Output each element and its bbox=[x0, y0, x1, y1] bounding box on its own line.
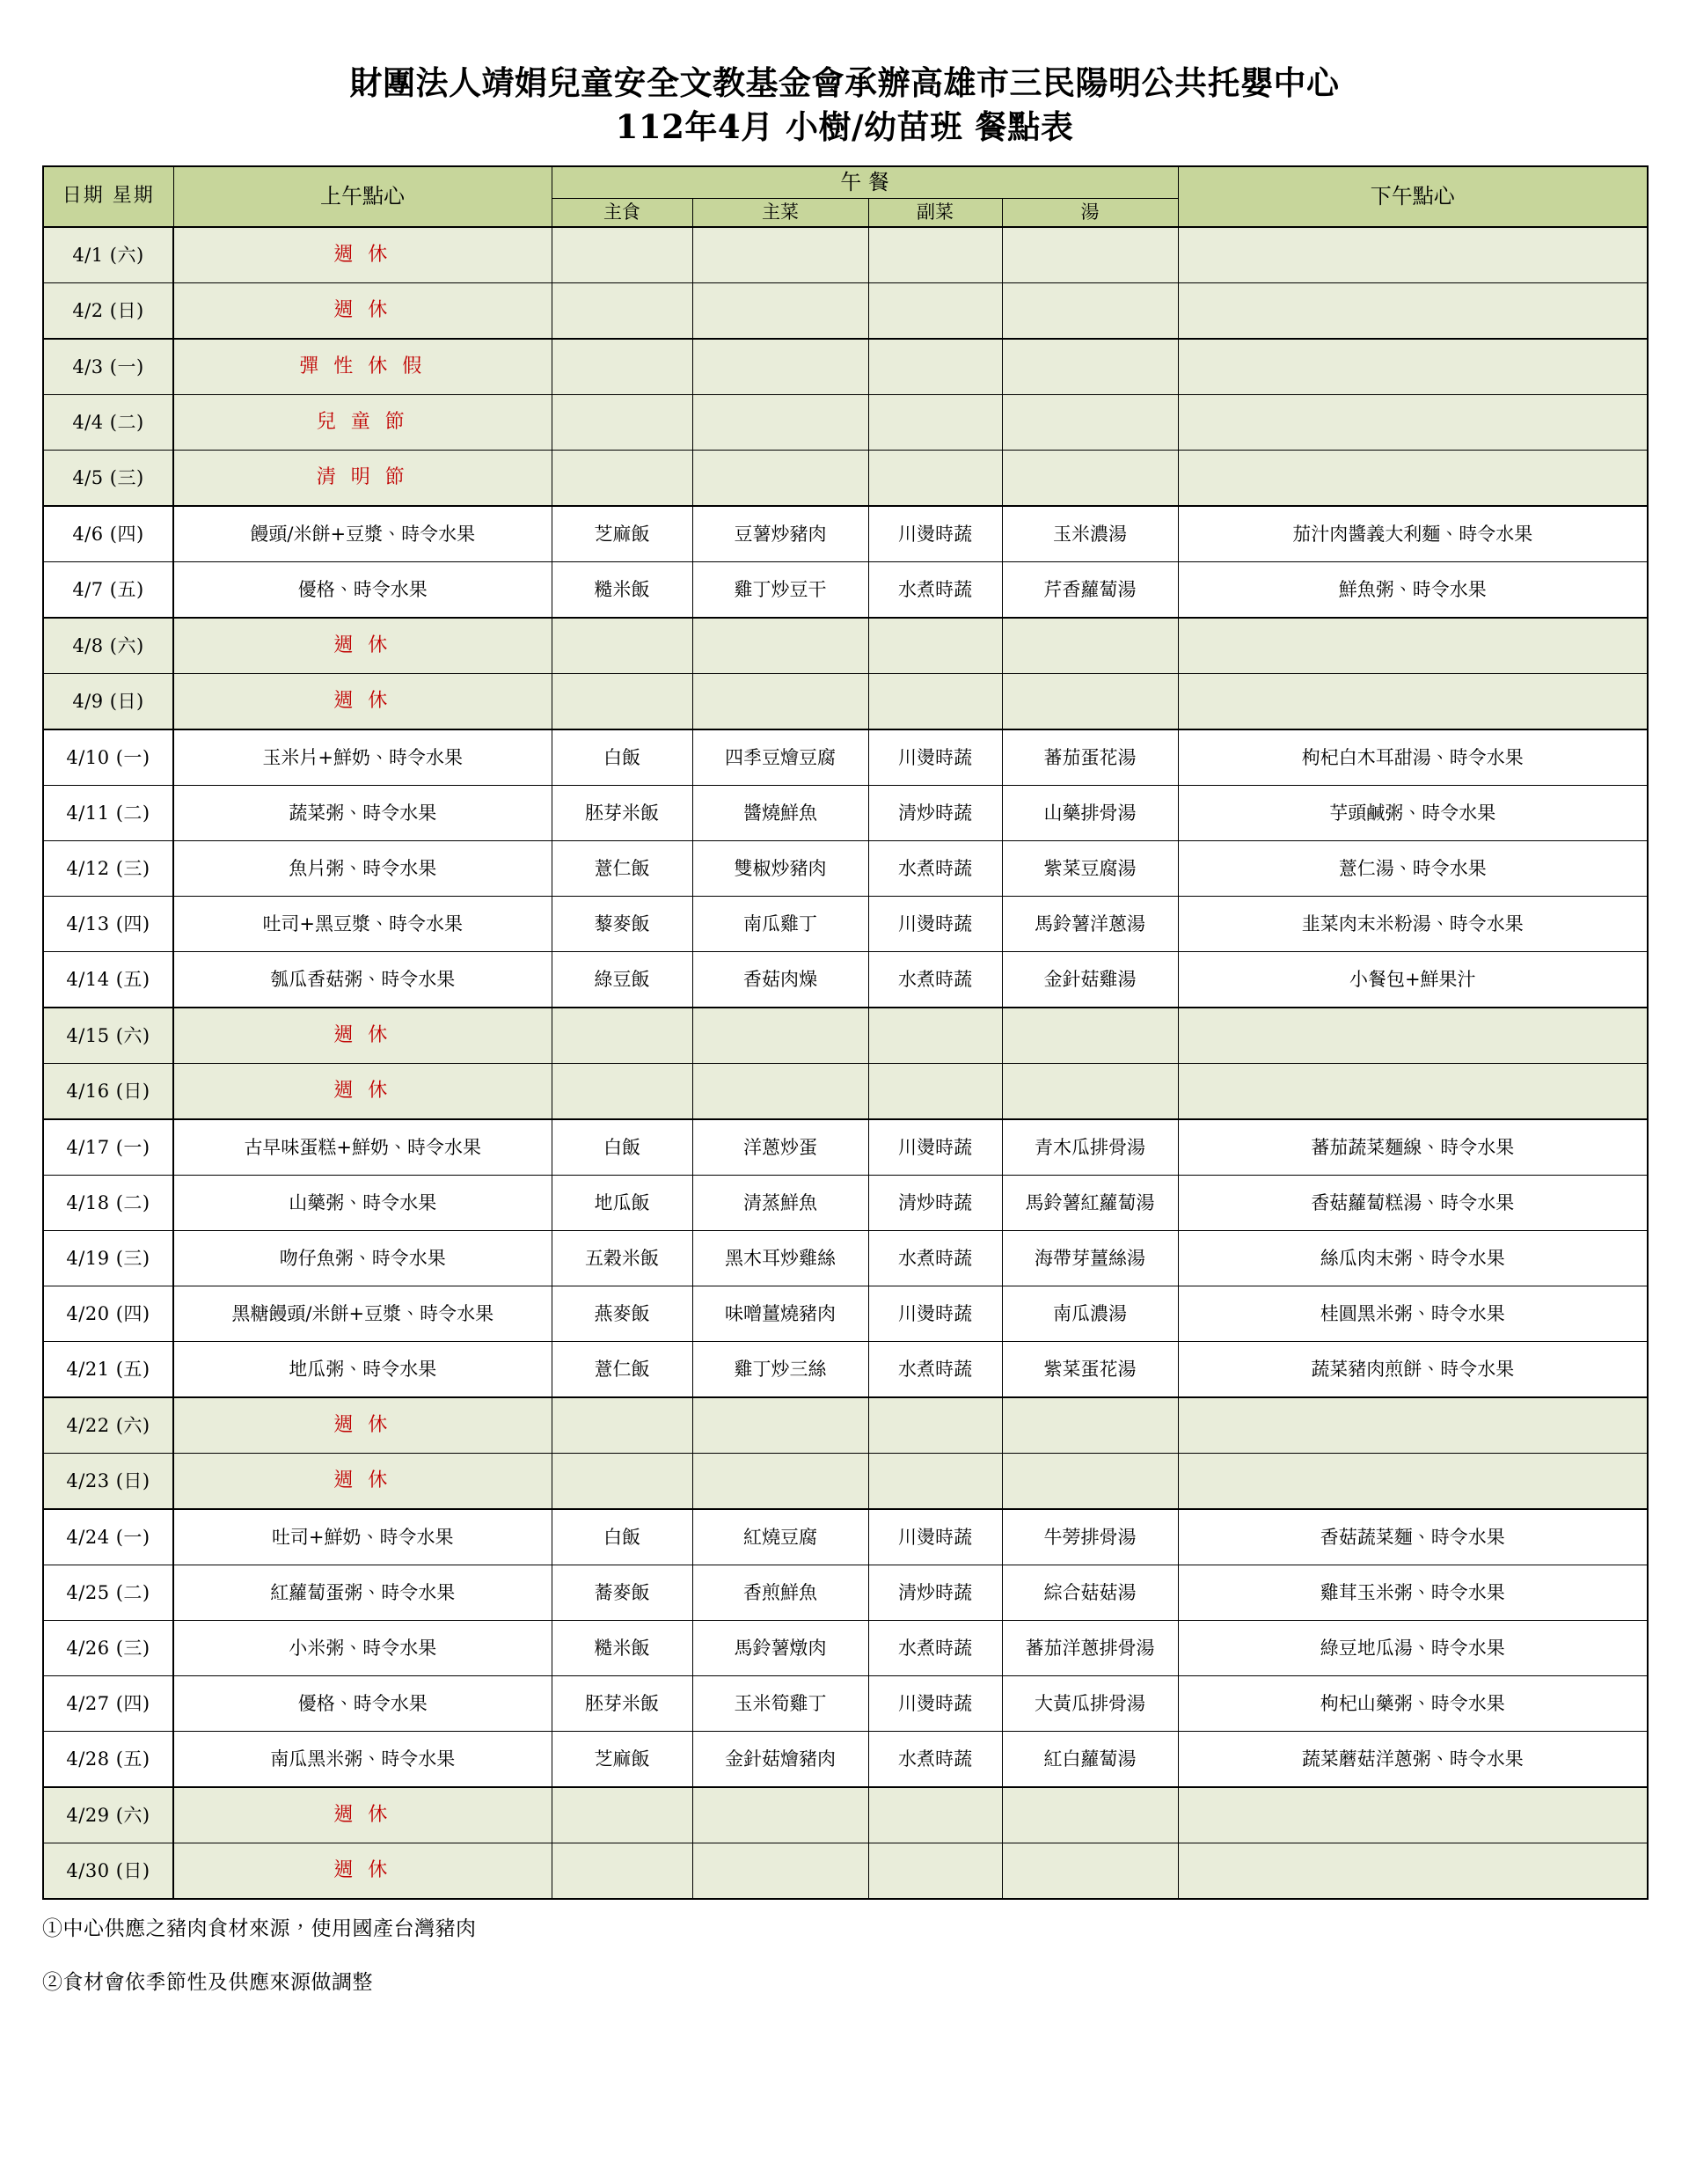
cell-pm: 蔬菜豬肉煎餅、時令水果 bbox=[1178, 1342, 1648, 1398]
cell-staple bbox=[552, 674, 692, 730]
cell-soup: 金針菇雞湯 bbox=[1002, 952, 1178, 1008]
cell-soup bbox=[1002, 1454, 1178, 1510]
page-title: 財團法人靖娟兒童安全文教基金會承辦高雄市三民陽明公共托嬰中心 bbox=[349, 63, 1340, 102]
cell-staple: 地瓜飯 bbox=[552, 1176, 692, 1231]
title-block bbox=[42, 62, 1647, 150]
cell-staple: 燕麥飯 bbox=[552, 1286, 692, 1342]
cell-side bbox=[868, 227, 1002, 283]
table-row bbox=[43, 729, 1648, 786]
cell-staple: 薏仁飯 bbox=[552, 1342, 692, 1398]
cell-am: 南瓜黑米粥、時令水果 bbox=[173, 1732, 552, 1788]
menu-table bbox=[42, 165, 1649, 1900]
cell-pm: 枸杞山藥粥、時令水果 bbox=[1178, 1676, 1648, 1732]
cell-date: 4/21 (五) bbox=[43, 1342, 173, 1398]
cell-am: 吐司+鮮奶、時令水果 bbox=[173, 1509, 552, 1565]
cell-am: 饅頭/米餅+豆漿、時令水果 bbox=[173, 506, 552, 562]
cell-date: 4/6 (四) bbox=[43, 506, 173, 562]
cell-am: 吐司+黑豆漿、時令水果 bbox=[173, 897, 552, 952]
cell-main bbox=[692, 283, 868, 340]
cell-side bbox=[868, 674, 1002, 730]
cell-soup: 紅白蘿蔔湯 bbox=[1002, 1732, 1178, 1788]
cell-side: 清炒時蔬 bbox=[868, 1176, 1002, 1231]
cell-main: 洋蔥炒蛋 bbox=[692, 1119, 868, 1176]
cell-main bbox=[692, 1787, 868, 1843]
cell-am: 魚片粥、時令水果 bbox=[173, 841, 552, 897]
cell-side: 川燙時蔬 bbox=[868, 1509, 1002, 1565]
cell-main: 馬鈴薯燉肉 bbox=[692, 1621, 868, 1676]
cell-staple bbox=[552, 1787, 692, 1843]
cell-date: 4/16 (日) bbox=[43, 1064, 173, 1120]
cell-side: 水煮時蔬 bbox=[868, 562, 1002, 619]
table-row bbox=[43, 1732, 1648, 1788]
cell-rest-label: 清 明 節 bbox=[173, 451, 552, 507]
cell-staple: 白飯 bbox=[552, 1119, 692, 1176]
cell-side bbox=[868, 451, 1002, 507]
cell-staple: 藜麥飯 bbox=[552, 897, 692, 952]
table-row bbox=[43, 1676, 1648, 1732]
cell-staple: 白飯 bbox=[552, 1509, 692, 1565]
cell-soup: 馬鈴薯紅蘿蔔湯 bbox=[1002, 1176, 1178, 1231]
cell-pm: 芋頭鹹粥、時令水果 bbox=[1178, 786, 1648, 841]
cell-staple: 芝麻飯 bbox=[552, 1732, 692, 1788]
cell-date: 4/3 (一) bbox=[43, 339, 173, 395]
cell-date: 4/27 (四) bbox=[43, 1676, 173, 1732]
cell-soup bbox=[1002, 395, 1178, 451]
cell-staple bbox=[552, 339, 692, 395]
cell-soup bbox=[1002, 618, 1178, 674]
cell-date: 4/13 (四) bbox=[43, 897, 173, 952]
cell-am: 蔬菜粥、時令水果 bbox=[173, 786, 552, 841]
cell-date: 4/20 (四) bbox=[43, 1286, 173, 1342]
cell-soup: 紫菜蛋花湯 bbox=[1002, 1342, 1178, 1398]
cell-soup: 南瓜濃湯 bbox=[1002, 1286, 1178, 1342]
cell-am: 吻仔魚粥、時令水果 bbox=[173, 1231, 552, 1286]
cell-date: 4/4 (二) bbox=[43, 395, 173, 451]
cell-main bbox=[692, 395, 868, 451]
cell-date: 4/1 (六) bbox=[43, 227, 173, 283]
cell-am: 優格、時令水果 bbox=[173, 562, 552, 619]
cell-main bbox=[692, 618, 868, 674]
cell-soup: 蕃茄洋蔥排骨湯 bbox=[1002, 1621, 1178, 1676]
cell-main bbox=[692, 674, 868, 730]
cell-side bbox=[868, 1843, 1002, 1900]
cell-main: 黑木耳炒雞絲 bbox=[692, 1231, 868, 1286]
table-row bbox=[43, 1008, 1648, 1064]
table-row bbox=[43, 786, 1648, 841]
cell-staple: 綠豆飯 bbox=[552, 952, 692, 1008]
cell-soup: 芹香蘿蔔湯 bbox=[1002, 562, 1178, 619]
table-row bbox=[43, 1286, 1648, 1342]
table-row bbox=[43, 1231, 1648, 1286]
cell-date: 4/15 (六) bbox=[43, 1008, 173, 1064]
cell-soup bbox=[1002, 1397, 1178, 1454]
cell-main bbox=[692, 1008, 868, 1064]
cell-rest-label: 週 休 bbox=[173, 1008, 552, 1064]
cell-main bbox=[692, 1064, 868, 1120]
table-row bbox=[43, 451, 1648, 507]
cell-pm bbox=[1178, 1843, 1648, 1900]
table-row bbox=[43, 674, 1648, 730]
cell-staple bbox=[552, 1008, 692, 1064]
cell-date: 4/12 (三) bbox=[43, 841, 173, 897]
cell-main bbox=[692, 451, 868, 507]
table-row bbox=[43, 952, 1648, 1008]
cell-rest-label: 週 休 bbox=[173, 674, 552, 730]
cell-side bbox=[868, 283, 1002, 340]
cell-staple: 芝麻飯 bbox=[552, 506, 692, 562]
cell-pm: 小餐包+鮮果汁 bbox=[1178, 952, 1648, 1008]
cell-pm bbox=[1178, 1064, 1648, 1120]
cell-date: 4/28 (五) bbox=[43, 1732, 173, 1788]
cell-staple: 胚芽米飯 bbox=[552, 786, 692, 841]
table-row bbox=[43, 618, 1648, 674]
cell-soup bbox=[1002, 1843, 1178, 1900]
header-date: 日期 星期 bbox=[43, 166, 173, 227]
cell-date: 4/8 (六) bbox=[43, 618, 173, 674]
header-main-dish: 主菜 bbox=[692, 199, 868, 228]
cell-pm bbox=[1178, 674, 1648, 730]
cell-soup bbox=[1002, 1787, 1178, 1843]
header-side-dish: 副菜 bbox=[868, 199, 1002, 228]
cell-soup bbox=[1002, 339, 1178, 395]
cell-soup bbox=[1002, 451, 1178, 507]
cell-pm bbox=[1178, 1454, 1648, 1510]
cell-date: 4/7 (五) bbox=[43, 562, 173, 619]
cell-side: 水煮時蔬 bbox=[868, 1732, 1002, 1788]
cell-date: 4/26 (三) bbox=[43, 1621, 173, 1676]
table-row bbox=[43, 1064, 1648, 1120]
cell-side: 川燙時蔬 bbox=[868, 1119, 1002, 1176]
cell-main: 味噌薑燒豬肉 bbox=[692, 1286, 868, 1342]
cell-staple: 糙米飯 bbox=[552, 1621, 692, 1676]
cell-side: 清炒時蔬 bbox=[868, 1565, 1002, 1621]
cell-side: 川燙時蔬 bbox=[868, 729, 1002, 786]
cell-pm bbox=[1178, 451, 1648, 507]
cell-soup: 海帶芽薑絲湯 bbox=[1002, 1231, 1178, 1286]
cell-staple bbox=[552, 451, 692, 507]
cell-pm bbox=[1178, 395, 1648, 451]
cell-soup: 牛蒡排骨湯 bbox=[1002, 1509, 1178, 1565]
cell-main: 雞丁炒豆干 bbox=[692, 562, 868, 619]
cell-pm bbox=[1178, 1787, 1648, 1843]
cell-date: 4/10 (一) bbox=[43, 729, 173, 786]
cell-date: 4/11 (二) bbox=[43, 786, 173, 841]
table-row bbox=[43, 841, 1648, 897]
cell-pm: 絲瓜肉末粥、時令水果 bbox=[1178, 1231, 1648, 1286]
table-body bbox=[43, 227, 1648, 1899]
cell-main: 玉米筍雞丁 bbox=[692, 1676, 868, 1732]
cell-main bbox=[692, 1397, 868, 1454]
cell-soup: 蕃茄蛋花湯 bbox=[1002, 729, 1178, 786]
cell-date: 4/25 (二) bbox=[43, 1565, 173, 1621]
cell-date: 4/2 (日) bbox=[43, 283, 173, 340]
cell-pm: 雞茸玉米粥、時令水果 bbox=[1178, 1565, 1648, 1621]
cell-date: 4/22 (六) bbox=[43, 1397, 173, 1454]
cell-side bbox=[868, 618, 1002, 674]
cell-main: 四季豆燴豆腐 bbox=[692, 729, 868, 786]
table-row bbox=[43, 506, 1648, 562]
page-subtitle: 112年4月 小樹/幼苗班 餐點表 bbox=[615, 106, 1074, 146]
cell-pm: 枸杞白木耳甜湯、時令水果 bbox=[1178, 729, 1648, 786]
cell-rest-label: 週 休 bbox=[173, 1064, 552, 1120]
cell-pm: 韭菜肉末米粉湯、時令水果 bbox=[1178, 897, 1648, 952]
cell-side bbox=[868, 1397, 1002, 1454]
cell-soup: 山藥排骨湯 bbox=[1002, 786, 1178, 841]
table-row bbox=[43, 1787, 1648, 1843]
cell-date: 4/14 (五) bbox=[43, 952, 173, 1008]
cell-am: 小米粥、時令水果 bbox=[173, 1621, 552, 1676]
cell-staple bbox=[552, 618, 692, 674]
cell-am: 玉米片+鮮奶、時令水果 bbox=[173, 729, 552, 786]
table-row bbox=[43, 227, 1648, 283]
cell-side bbox=[868, 395, 1002, 451]
table-row bbox=[43, 339, 1648, 395]
cell-date: 4/23 (日) bbox=[43, 1454, 173, 1510]
cell-side bbox=[868, 1008, 1002, 1064]
table-row bbox=[43, 1119, 1648, 1176]
table-row bbox=[43, 1843, 1648, 1900]
cell-side: 川燙時蔬 bbox=[868, 1286, 1002, 1342]
cell-am: 山藥粥、時令水果 bbox=[173, 1176, 552, 1231]
cell-side bbox=[868, 1064, 1002, 1120]
cell-rest-label: 週 休 bbox=[173, 1787, 552, 1843]
cell-am: 古早味蛋糕+鮮奶、時令水果 bbox=[173, 1119, 552, 1176]
cell-pm: 蕃茄蔬菜麵線、時令水果 bbox=[1178, 1119, 1648, 1176]
cell-soup bbox=[1002, 283, 1178, 340]
cell-soup: 馬鈴薯洋蔥湯 bbox=[1002, 897, 1178, 952]
cell-side: 川燙時蔬 bbox=[868, 1676, 1002, 1732]
footnotes bbox=[42, 1914, 1647, 1997]
table-row bbox=[43, 1397, 1648, 1454]
cell-main: 清蒸鮮魚 bbox=[692, 1176, 868, 1231]
cell-rest-label: 週 休 bbox=[173, 227, 552, 283]
cell-rest-label: 週 休 bbox=[173, 618, 552, 674]
cell-am: 地瓜粥、時令水果 bbox=[173, 1342, 552, 1398]
cell-date: 4/29 (六) bbox=[43, 1787, 173, 1843]
cell-main bbox=[692, 339, 868, 395]
cell-pm: 蔬菜蘑菇洋蔥粥、時令水果 bbox=[1178, 1732, 1648, 1788]
cell-side: 水煮時蔬 bbox=[868, 841, 1002, 897]
cell-staple: 糙米飯 bbox=[552, 562, 692, 619]
cell-rest-label: 兒 童 節 bbox=[173, 395, 552, 451]
table-row bbox=[43, 1342, 1648, 1398]
cell-soup bbox=[1002, 227, 1178, 283]
cell-pm: 鮮魚粥、時令水果 bbox=[1178, 562, 1648, 619]
cell-side: 水煮時蔬 bbox=[868, 1231, 1002, 1286]
cell-staple bbox=[552, 1454, 692, 1510]
cell-main: 金針菇燴豬肉 bbox=[692, 1732, 868, 1788]
table-row bbox=[43, 283, 1648, 340]
cell-main: 香菇肉燥 bbox=[692, 952, 868, 1008]
cell-am: 紅蘿蔔蛋粥、時令水果 bbox=[173, 1565, 552, 1621]
cell-pm bbox=[1178, 618, 1648, 674]
cell-soup bbox=[1002, 674, 1178, 730]
cell-side: 水煮時蔬 bbox=[868, 952, 1002, 1008]
header-afternoon-snack: 下午點心 bbox=[1178, 166, 1648, 227]
cell-side: 水煮時蔬 bbox=[868, 1342, 1002, 1398]
cell-staple: 蕎麥飯 bbox=[552, 1565, 692, 1621]
cell-pm: 香菇蘿蔔糕湯、時令水果 bbox=[1178, 1176, 1648, 1231]
cell-pm: 綠豆地瓜湯、時令水果 bbox=[1178, 1621, 1648, 1676]
cell-rest-label: 週 休 bbox=[173, 1843, 552, 1900]
cell-main: 豆薯炒豬肉 bbox=[692, 506, 868, 562]
cell-staple: 胚芽米飯 bbox=[552, 1676, 692, 1732]
header-staple: 主食 bbox=[552, 199, 692, 228]
cell-date: 4/5 (三) bbox=[43, 451, 173, 507]
cell-soup: 青木瓜排骨湯 bbox=[1002, 1119, 1178, 1176]
cell-main bbox=[692, 227, 868, 283]
cell-pm: 香菇蔬菜麵、時令水果 bbox=[1178, 1509, 1648, 1565]
header-morning-snack: 上午點心 bbox=[173, 166, 552, 227]
cell-soup bbox=[1002, 1064, 1178, 1120]
cell-main: 雞丁炒三絲 bbox=[692, 1342, 868, 1398]
table-header bbox=[43, 166, 1648, 227]
table-row bbox=[43, 1621, 1648, 1676]
cell-side bbox=[868, 1787, 1002, 1843]
table-row bbox=[43, 562, 1648, 619]
cell-pm bbox=[1178, 227, 1648, 283]
cell-date: 4/17 (一) bbox=[43, 1119, 173, 1176]
cell-side bbox=[868, 1454, 1002, 1510]
cell-pm: 茄汁肉醬義大利麵、時令水果 bbox=[1178, 506, 1648, 562]
cell-pm: 薏仁湯、時令水果 bbox=[1178, 841, 1648, 897]
cell-date: 4/9 (日) bbox=[43, 674, 173, 730]
cell-date: 4/24 (一) bbox=[43, 1509, 173, 1565]
cell-staple bbox=[552, 1843, 692, 1900]
header-soup: 湯 bbox=[1002, 199, 1178, 228]
table-row bbox=[43, 1454, 1648, 1510]
cell-side: 清炒時蔬 bbox=[868, 786, 1002, 841]
table-row bbox=[43, 897, 1648, 952]
footnote-2: ②食材會依季節性及供應來源做調整 bbox=[42, 1970, 373, 1994]
cell-pm bbox=[1178, 339, 1648, 395]
cell-am: 黑糖饅頭/米餅+豆漿、時令水果 bbox=[173, 1286, 552, 1342]
cell-soup: 綜合菇菇湯 bbox=[1002, 1565, 1178, 1621]
table-row bbox=[43, 1565, 1648, 1621]
cell-staple bbox=[552, 227, 692, 283]
cell-pm: 桂圓黑米粥、時令水果 bbox=[1178, 1286, 1648, 1342]
cell-pm bbox=[1178, 1008, 1648, 1064]
cell-staple bbox=[552, 1064, 692, 1120]
cell-main: 南瓜雞丁 bbox=[692, 897, 868, 952]
table-row bbox=[43, 1176, 1648, 1231]
header-lunch: 午 餐 bbox=[552, 166, 1178, 199]
cell-rest-label: 週 休 bbox=[173, 1454, 552, 1510]
cell-side bbox=[868, 339, 1002, 395]
cell-staple bbox=[552, 283, 692, 340]
cell-soup: 大黃瓜排骨湯 bbox=[1002, 1676, 1178, 1732]
cell-main: 雙椒炒豬肉 bbox=[692, 841, 868, 897]
cell-am: 瓠瓜香菇粥、時令水果 bbox=[173, 952, 552, 1008]
cell-staple: 薏仁飯 bbox=[552, 841, 692, 897]
cell-soup: 玉米濃湯 bbox=[1002, 506, 1178, 562]
cell-side: 水煮時蔬 bbox=[868, 1621, 1002, 1676]
cell-pm bbox=[1178, 1397, 1648, 1454]
cell-staple bbox=[552, 395, 692, 451]
cell-main: 醬燒鮮魚 bbox=[692, 786, 868, 841]
cell-staple: 白飯 bbox=[552, 729, 692, 786]
cell-main bbox=[692, 1454, 868, 1510]
cell-rest-label: 週 休 bbox=[173, 1397, 552, 1454]
cell-soup bbox=[1002, 1008, 1178, 1064]
cell-main: 紅燒豆腐 bbox=[692, 1509, 868, 1565]
cell-staple bbox=[552, 1397, 692, 1454]
cell-date: 4/30 (日) bbox=[43, 1843, 173, 1900]
cell-side: 川燙時蔬 bbox=[868, 506, 1002, 562]
cell-date: 4/19 (三) bbox=[43, 1231, 173, 1286]
cell-main bbox=[692, 1843, 868, 1900]
footnote-1: ①中心供應之豬肉食材來源，使用國產台灣豬肉 bbox=[42, 1917, 477, 1941]
cell-side: 川燙時蔬 bbox=[868, 897, 1002, 952]
cell-pm bbox=[1178, 283, 1648, 340]
cell-soup: 紫菜豆腐湯 bbox=[1002, 841, 1178, 897]
cell-am: 優格、時令水果 bbox=[173, 1676, 552, 1732]
table-row bbox=[43, 395, 1648, 451]
table-row bbox=[43, 1509, 1648, 1565]
cell-date: 4/18 (二) bbox=[43, 1176, 173, 1231]
cell-rest-label: 彈 性 休 假 bbox=[173, 339, 552, 395]
cell-rest-label: 週 休 bbox=[173, 283, 552, 340]
cell-staple: 五穀米飯 bbox=[552, 1231, 692, 1286]
cell-main: 香煎鮮魚 bbox=[692, 1565, 868, 1621]
